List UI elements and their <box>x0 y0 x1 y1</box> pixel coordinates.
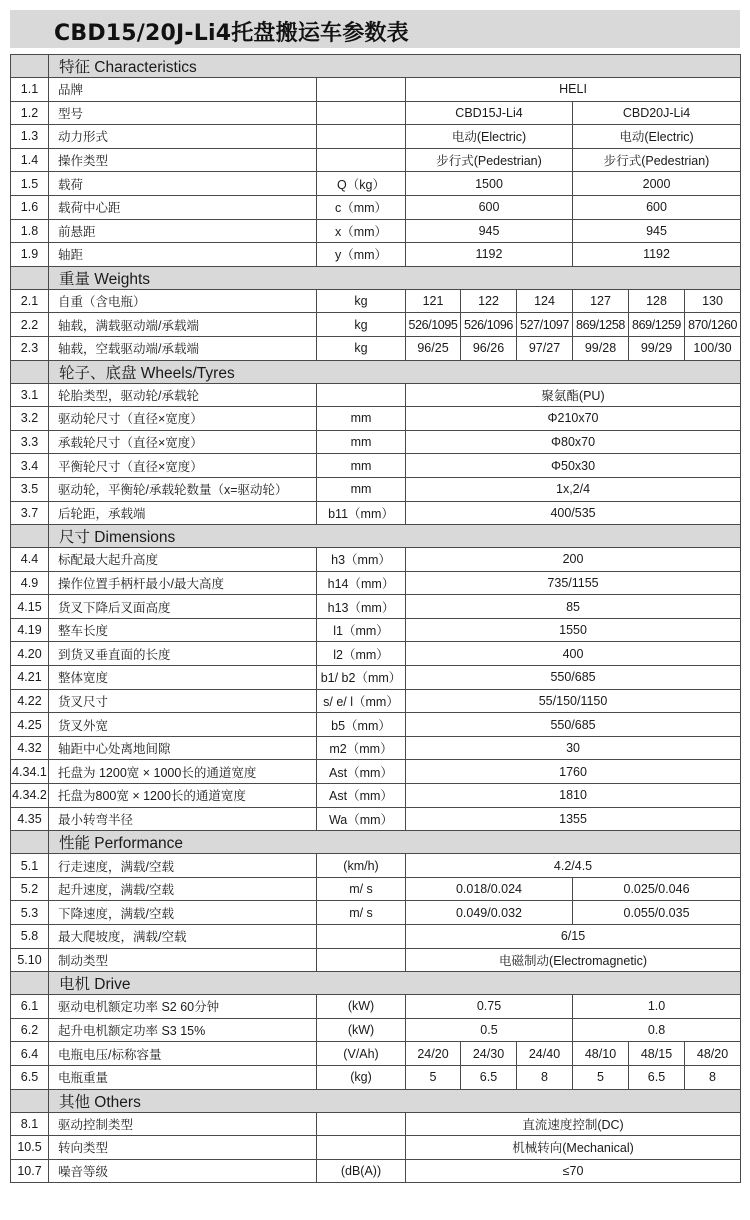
row-value: 1500 <box>406 172 573 196</box>
row-unit <box>317 925 406 949</box>
row-value: 2000 <box>573 172 741 196</box>
row-value: 600 <box>406 195 573 219</box>
row-value: 0.049/0.032 <box>406 901 573 925</box>
table-row <box>11 925 741 949</box>
section-title: 特征 Characteristics <box>49 55 741 78</box>
row-value: 527/1097 <box>517 313 573 337</box>
row-name: 平衡轮尺寸（直径×宽度） <box>49 454 317 478</box>
row-name: 货叉下降后叉面高度 <box>49 595 317 619</box>
row-value: 121 <box>406 289 461 313</box>
row-name: 承载轮尺寸（直径×宽度） <box>49 430 317 454</box>
row-unit <box>317 948 406 972</box>
table-row <box>11 618 741 642</box>
row-number: 5.2 <box>11 877 49 901</box>
row-unit: (kg) <box>317 1065 406 1089</box>
table-row <box>11 148 741 172</box>
table-row <box>11 736 741 760</box>
row-number: 3.2 <box>11 407 49 431</box>
row-number: 4.15 <box>11 595 49 619</box>
row-value: 4.2/4.5 <box>406 854 741 878</box>
row-number: 1.5 <box>11 172 49 196</box>
row-value: 5 <box>406 1065 461 1089</box>
row-unit: l2（mm） <box>317 642 406 666</box>
section-spacer <box>11 1089 49 1112</box>
row-number: 5.1 <box>11 854 49 878</box>
row-number: 6.2 <box>11 1018 49 1042</box>
row-number: 1.9 <box>11 243 49 267</box>
table-row <box>11 407 741 431</box>
row-number: 2.3 <box>11 336 49 360</box>
table-row <box>11 995 741 1019</box>
row-value: 600 <box>573 195 741 219</box>
row-value: 电磁制动(Electromagnetic) <box>406 948 741 972</box>
row-unit: l1（mm） <box>317 618 406 642</box>
row-name: 最小转弯半径 <box>49 807 317 831</box>
table-row <box>11 854 741 878</box>
row-value: 6.5 <box>461 1065 517 1089</box>
row-value: CBD15J-Li4 <box>406 101 573 125</box>
row-value: 0.018/0.024 <box>406 877 573 901</box>
row-value: 96/25 <box>406 336 461 360</box>
row-name: 轴距中心处离地间隙 <box>49 736 317 760</box>
section-header-dimensions <box>11 525 741 548</box>
row-unit: b1/ b2（mm） <box>317 666 406 690</box>
row-value: 0.025/0.046 <box>573 877 741 901</box>
row-number: 3.3 <box>11 430 49 454</box>
row-value: 聚氨酯(PU) <box>406 383 741 407</box>
table-row <box>11 172 741 196</box>
row-name: 整车长度 <box>49 618 317 642</box>
table-row <box>11 877 741 901</box>
row-name: 操作位置手柄杆最小/最大高度 <box>49 571 317 595</box>
row-value: 24/40 <box>517 1042 573 1066</box>
row-unit: s/ e/ l（mm） <box>317 689 406 713</box>
row-value: 1192 <box>406 243 573 267</box>
section-header-wheels <box>11 360 741 383</box>
row-number: 4.34.2 <box>11 784 49 808</box>
row-value: CBD20J-Li4 <box>573 101 741 125</box>
row-value: 85 <box>406 595 741 619</box>
row-value: 869/1258 <box>573 313 629 337</box>
row-value: 400 <box>406 642 741 666</box>
row-value: 128 <box>629 289 685 313</box>
row-unit <box>317 125 406 149</box>
table-row <box>11 243 741 267</box>
table-row <box>11 336 741 360</box>
table-row <box>11 1159 741 1183</box>
table-row <box>11 101 741 125</box>
row-value: 550/685 <box>406 666 741 690</box>
row-value: 机械转向(Mechanical) <box>406 1136 741 1160</box>
section-header-characteristics <box>11 55 741 78</box>
section-title: 重量 Weights <box>49 266 741 289</box>
table-row <box>11 784 741 808</box>
row-number: 4.21 <box>11 666 49 690</box>
section-header-performance <box>11 831 741 854</box>
row-value: 99/28 <box>573 336 629 360</box>
row-name: 托盘为800宽 × 1200长的通道宽度 <box>49 784 317 808</box>
row-value: 945 <box>406 219 573 243</box>
row-value: 0.75 <box>406 995 573 1019</box>
row-name: 型号 <box>49 101 317 125</box>
row-unit: mm <box>317 454 406 478</box>
row-value: 8 <box>517 1065 573 1089</box>
row-value: 526/1096 <box>461 313 517 337</box>
row-unit: mm <box>317 430 406 454</box>
table-row <box>11 689 741 713</box>
row-name: 电瓶重量 <box>49 1065 317 1089</box>
row-value: 127 <box>573 289 629 313</box>
row-unit: mm <box>317 477 406 501</box>
section-header-weights <box>11 266 741 289</box>
row-unit: (km/h) <box>317 854 406 878</box>
row-unit <box>317 78 406 102</box>
page-title: CBD15/20J-Li4托盘搬运车参数表 <box>54 21 409 46</box>
row-value: 5 <box>573 1065 629 1089</box>
row-unit: mm <box>317 407 406 431</box>
row-number: 4.22 <box>11 689 49 713</box>
table-row <box>11 430 741 454</box>
row-number: 3.1 <box>11 383 49 407</box>
row-number: 1.8 <box>11 219 49 243</box>
row-name: 起升电机额定功率 S3 15% <box>49 1018 317 1042</box>
row-unit: (kW) <box>317 995 406 1019</box>
row-value: 1x,2/4 <box>406 477 741 501</box>
row-unit <box>317 148 406 172</box>
row-number: 1.2 <box>11 101 49 125</box>
row-name: 货叉外宽 <box>49 713 317 737</box>
row-value: 945 <box>573 219 741 243</box>
row-name: 前悬距 <box>49 219 317 243</box>
row-name: 制动类型 <box>49 948 317 972</box>
section-title: 其他 Others <box>49 1089 741 1112</box>
row-number: 4.32 <box>11 736 49 760</box>
row-value: HELI <box>406 78 741 102</box>
row-number: 3.5 <box>11 477 49 501</box>
row-number: 2.1 <box>11 289 49 313</box>
row-value: 直流速度控制(DC) <box>406 1112 741 1136</box>
row-number: 1.4 <box>11 148 49 172</box>
row-value: 48/10 <box>573 1042 629 1066</box>
row-value: 400/535 <box>406 501 741 525</box>
row-value: 电动(Electric) <box>573 125 741 149</box>
row-unit: m/ s <box>317 877 406 901</box>
section-spacer <box>11 525 49 548</box>
row-number: 3.4 <box>11 454 49 478</box>
row-name: 自重（含电瓶） <box>49 289 317 313</box>
section-spacer <box>11 55 49 78</box>
row-number: 4.4 <box>11 548 49 572</box>
row-name: 后轮距，承载端 <box>49 501 317 525</box>
row-number: 3.7 <box>11 501 49 525</box>
table-row <box>11 1065 741 1089</box>
table-row <box>11 948 741 972</box>
table-row <box>11 642 741 666</box>
table-row <box>11 1136 741 1160</box>
table-row <box>11 383 741 407</box>
row-value: 6/15 <box>406 925 741 949</box>
row-unit: Ast（mm） <box>317 784 406 808</box>
table-row <box>11 666 741 690</box>
table-row <box>11 78 741 102</box>
row-name: 下降速度，满载/空载 <box>49 901 317 925</box>
row-value: 1810 <box>406 784 741 808</box>
row-name: 驱动轮尺寸（直径×宽度） <box>49 407 317 431</box>
row-value: 0.5 <box>406 1018 573 1042</box>
row-number: 5.3 <box>11 901 49 925</box>
row-name: 驱动电机额定功率 S2 60分钟 <box>49 995 317 1019</box>
section-spacer <box>11 831 49 854</box>
row-name: 起升速度，满载/空载 <box>49 877 317 901</box>
section-title: 性能 Performance <box>49 831 741 854</box>
row-name: 到货叉垂直面的长度 <box>49 642 317 666</box>
table-row <box>11 289 741 313</box>
row-value: 30 <box>406 736 741 760</box>
row-value: Φ80x70 <box>406 430 741 454</box>
row-name: 轴载，空载驱动端/承载端 <box>49 336 317 360</box>
row-unit: Wa（mm） <box>317 807 406 831</box>
row-value: 124 <box>517 289 573 313</box>
table-row <box>11 760 741 784</box>
row-value: 870/1260 <box>685 313 741 337</box>
table-row <box>11 219 741 243</box>
row-name: 整体宽度 <box>49 666 317 690</box>
section-spacer <box>11 360 49 383</box>
row-unit: h14（mm） <box>317 571 406 595</box>
row-number: 4.19 <box>11 618 49 642</box>
title-bar <box>10 10 740 48</box>
row-value: ≤70 <box>406 1159 741 1183</box>
row-number: 6.4 <box>11 1042 49 1066</box>
row-unit: h13（mm） <box>317 595 406 619</box>
row-number: 10.7 <box>11 1159 49 1183</box>
row-unit: b5（mm） <box>317 713 406 737</box>
row-value: 24/20 <box>406 1042 461 1066</box>
row-number: 6.5 <box>11 1065 49 1089</box>
row-number: 4.20 <box>11 642 49 666</box>
row-value: 130 <box>685 289 741 313</box>
row-unit: x（mm） <box>317 219 406 243</box>
row-value: Φ210x70 <box>406 407 741 431</box>
row-value: 96/26 <box>461 336 517 360</box>
row-name: 品牌 <box>49 78 317 102</box>
row-name: 标配最大起升高度 <box>49 548 317 572</box>
table-row <box>11 501 741 525</box>
table-row <box>11 195 741 219</box>
row-value: 48/15 <box>629 1042 685 1066</box>
row-unit: (V/Ah) <box>317 1042 406 1066</box>
section-spacer <box>11 266 49 289</box>
row-value: 97/27 <box>517 336 573 360</box>
table-row <box>11 1018 741 1042</box>
row-value: 99/29 <box>629 336 685 360</box>
table-row <box>11 1042 741 1066</box>
row-value: 1192 <box>573 243 741 267</box>
section-header-drive <box>11 972 741 995</box>
row-name: 轮胎类型，驱动轮/承载轮 <box>49 383 317 407</box>
section-title: 尺寸 Dimensions <box>49 525 741 548</box>
row-value: 48/20 <box>685 1042 741 1066</box>
section-title: 电机 Drive <box>49 972 741 995</box>
row-value: 526/1095 <box>406 313 461 337</box>
row-value: 869/1259 <box>629 313 685 337</box>
row-unit: Ast（mm） <box>317 760 406 784</box>
row-number: 6.1 <box>11 995 49 1019</box>
table-row <box>11 595 741 619</box>
table-row <box>11 713 741 737</box>
row-value: 电动(Electric) <box>406 125 573 149</box>
row-unit: c（mm） <box>317 195 406 219</box>
row-name: 货叉尺寸 <box>49 689 317 713</box>
row-unit: (dB(A)) <box>317 1159 406 1183</box>
row-unit <box>317 1112 406 1136</box>
table-row <box>11 571 741 595</box>
section-title: 轮子、底盘 Wheels/Tyres <box>49 360 741 383</box>
row-value: 1550 <box>406 618 741 642</box>
row-value: 1355 <box>406 807 741 831</box>
row-number: 1.3 <box>11 125 49 149</box>
row-number: 5.8 <box>11 925 49 949</box>
row-value: 122 <box>461 289 517 313</box>
table-row <box>11 125 741 149</box>
table-row <box>11 901 741 925</box>
table-row <box>11 807 741 831</box>
row-name: 行走速度，满载/空载 <box>49 854 317 878</box>
table-row <box>11 477 741 501</box>
row-number: 4.9 <box>11 571 49 595</box>
row-unit: (kW) <box>317 1018 406 1042</box>
table-row <box>11 454 741 478</box>
row-number: 10.5 <box>11 1136 49 1160</box>
row-number: 1.6 <box>11 195 49 219</box>
row-value: 0.055/0.035 <box>573 901 741 925</box>
row-name: 最大爬坡度，满载/空载 <box>49 925 317 949</box>
table-row <box>11 313 741 337</box>
row-value: 100/30 <box>685 336 741 360</box>
row-name: 载荷中心距 <box>49 195 317 219</box>
row-unit: y（mm） <box>317 243 406 267</box>
row-unit: Q（kg） <box>317 172 406 196</box>
row-value: 6.5 <box>629 1065 685 1089</box>
row-value: Φ50x30 <box>406 454 741 478</box>
table-row <box>11 1112 741 1136</box>
table-row <box>11 548 741 572</box>
row-unit <box>317 1136 406 1160</box>
row-unit: h3（mm） <box>317 548 406 572</box>
row-unit: kg <box>317 313 406 337</box>
row-value: 步行式(Pedestrian) <box>406 148 573 172</box>
row-name: 载荷 <box>49 172 317 196</box>
row-unit: kg <box>317 336 406 360</box>
row-name: 操作类型 <box>49 148 317 172</box>
row-name: 电瓶电压/标称容量 <box>49 1042 317 1066</box>
row-number: 5.10 <box>11 948 49 972</box>
row-name: 托盘为 1200宽 × 1000长的通道宽度 <box>49 760 317 784</box>
row-name: 转向类型 <box>49 1136 317 1160</box>
row-unit: m2（mm） <box>317 736 406 760</box>
section-header-others <box>11 1089 741 1112</box>
row-unit <box>317 383 406 407</box>
row-value: 55/150/1150 <box>406 689 741 713</box>
row-number: 1.1 <box>11 78 49 102</box>
spec-table <box>10 54 741 1183</box>
row-unit <box>317 101 406 125</box>
row-value: 735/1155 <box>406 571 741 595</box>
row-name: 轴载，满载驱动端/承载端 <box>49 313 317 337</box>
row-unit: kg <box>317 289 406 313</box>
row-value: 24/30 <box>461 1042 517 1066</box>
row-value: 1.0 <box>573 995 741 1019</box>
spec-table-body <box>11 55 741 1183</box>
row-value: 8 <box>685 1065 741 1089</box>
row-value: 200 <box>406 548 741 572</box>
row-name: 动力形式 <box>49 125 317 149</box>
row-number: 4.25 <box>11 713 49 737</box>
row-name: 驱动控制类型 <box>49 1112 317 1136</box>
row-name: 轴距 <box>49 243 317 267</box>
row-number: 8.1 <box>11 1112 49 1136</box>
row-name: 噪音等级 <box>49 1159 317 1183</box>
row-number: 2.2 <box>11 313 49 337</box>
row-unit: m/ s <box>317 901 406 925</box>
row-unit: b11（mm） <box>317 501 406 525</box>
row-value: 550/685 <box>406 713 741 737</box>
section-spacer <box>11 972 49 995</box>
row-name: 驱动轮，平衡轮/承载轮数量（x=驱动轮） <box>49 477 317 501</box>
row-number: 4.35 <box>11 807 49 831</box>
row-value: 步行式(Pedestrian) <box>573 148 741 172</box>
row-value: 1760 <box>406 760 741 784</box>
row-number: 4.34.1 <box>11 760 49 784</box>
row-value: 0.8 <box>573 1018 741 1042</box>
